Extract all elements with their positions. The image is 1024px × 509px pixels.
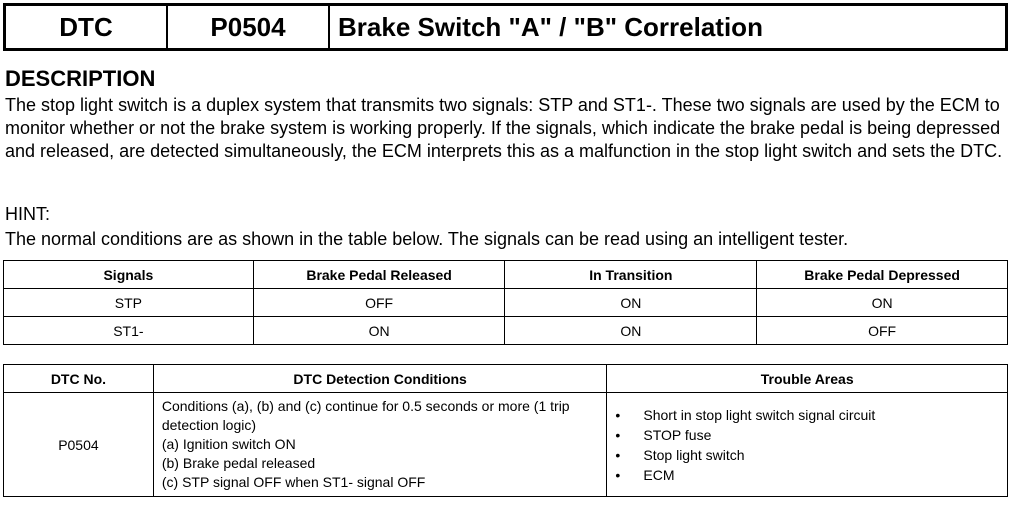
table-header-cell: DTC Detection Conditions: [153, 365, 607, 393]
description-heading: DESCRIPTION: [5, 66, 156, 91]
signals-table: [3, 260, 1008, 345]
trouble-area-text: STOP fuse: [643, 426, 712, 443]
dtc-title: Brake Switch "A" / "B" Correlation: [338, 11, 763, 42]
bullet-icon: •: [615, 446, 621, 463]
table-row: [4, 317, 1008, 345]
dtc-detection-table: [3, 364, 1008, 497]
table-header-cell: In Transition: [505, 261, 757, 289]
list-item: [615, 425, 999, 445]
trouble-area-text: ECM: [643, 466, 675, 483]
dtc-code: P0504: [168, 6, 330, 48]
trouble-areas-list: [615, 405, 999, 485]
table-header-cell: DTC No.: [4, 365, 154, 393]
table-header-cell: Brake Pedal Released: [253, 261, 505, 289]
condition-line: (a) Ignition switch ON: [161, 436, 296, 452]
table-cell: ON: [505, 317, 757, 345]
table-cell: ON: [253, 317, 505, 345]
trouble-area-text: Stop light switch: [643, 446, 745, 463]
dtc-header: [3, 3, 1008, 51]
condition-line: (c) STP signal OFF when ST1- signal OFF: [161, 474, 426, 490]
trouble-area-text: Short in stop light switch signal circuit: [643, 406, 876, 423]
condition-line: (b) Brake pedal released: [161, 455, 316, 471]
dtc-number-cell: P0504: [4, 393, 154, 497]
detection-conditions-cell: [153, 393, 607, 497]
table-row: [4, 289, 1008, 317]
table-cell: OFF: [253, 289, 505, 317]
table-header-row: [4, 365, 1008, 393]
trouble-areas-cell: [607, 393, 1008, 497]
table-row: [4, 393, 1008, 497]
table-header-row: [4, 261, 1008, 289]
table-header-cell: Trouble Areas: [607, 365, 1008, 393]
dtc-label: DTC: [6, 6, 168, 48]
hint-text: The normal conditions are as shown in the table below. The signals can be read using an intelligent tester.: [5, 229, 849, 249]
bullet-icon: •: [615, 466, 621, 483]
condition-line: Conditions (a), (b) and (c) continue for 0.5 seconds or more (1 trip detection logic): [161, 398, 570, 433]
description-paragraph: The stop light switch is a duplex system that transmits two signals: STP and ST1-. These two signals are used by the ECM to monitor whether or not the brake system is working properly. If the signals, which indicate the brake pedal is being depressed and released, are detected simultaneously, the ECM interprets this as a malfunction in the stop light switch and sets the DTC.: [5, 95, 1003, 161]
table-cell: ON: [757, 289, 1008, 317]
bullet-icon: •: [615, 406, 621, 423]
table-header-cell: Signals: [4, 261, 254, 289]
hint-label: HINT:: [5, 204, 50, 224]
table-cell: OFF: [757, 317, 1008, 345]
list-item: [615, 445, 999, 465]
table-header-cell: Brake Pedal Depressed: [757, 261, 1008, 289]
table-cell: ST1-: [4, 317, 254, 345]
list-item: [615, 465, 999, 485]
table-cell: STP: [4, 289, 254, 317]
bullet-icon: •: [615, 426, 621, 443]
table-cell: ON: [505, 289, 757, 317]
list-item: [615, 405, 999, 425]
